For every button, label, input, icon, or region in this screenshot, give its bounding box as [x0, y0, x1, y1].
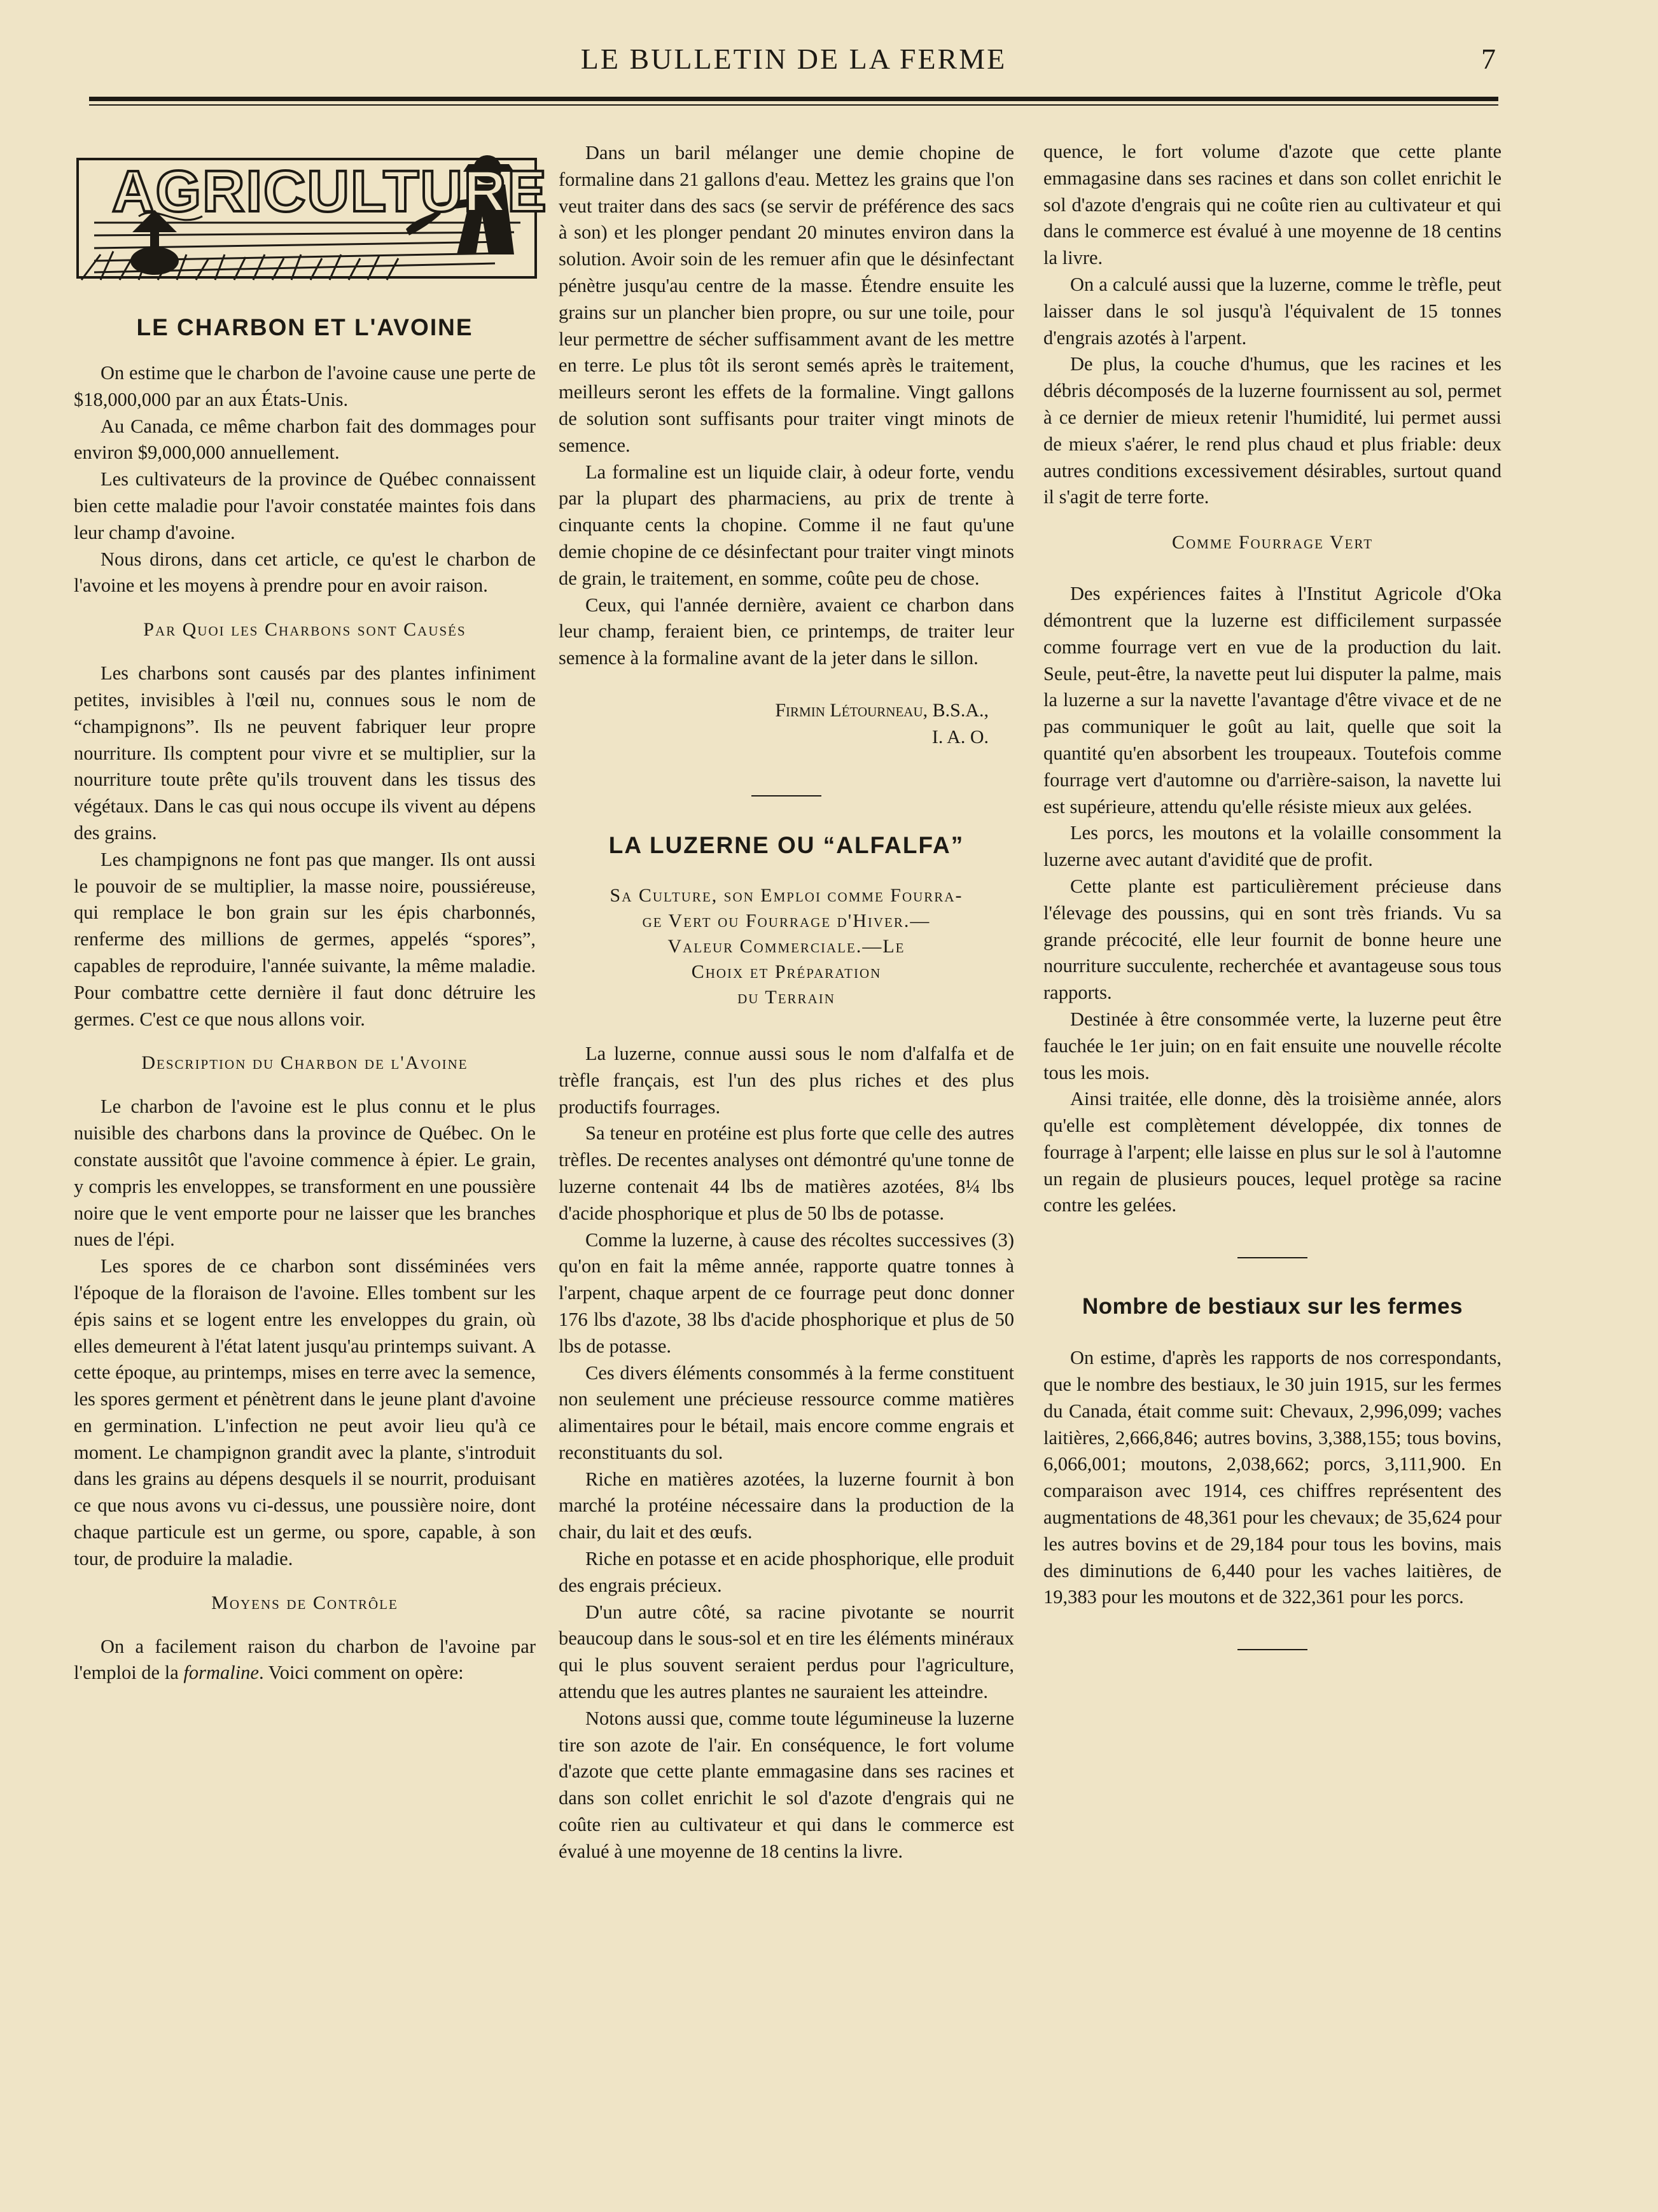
paragraph-continuation: quence, le fort volume d'azote que cette plante emmagasine dans ses racines et dans son collet enrichit le sol d'azote d'engrais qui ne coûte rien au cultivateur et qui dans le commerce est évalué à une moyenne de 18 centins la livre.	[1043, 141, 1501, 269]
paragraph: Au Canada, ce même charbon fait des dommages pour environ $9,000,000 annuellement.	[74, 415, 536, 464]
subheading-causes: Par Quoi les Charbons sont Causés	[143, 619, 466, 641]
paragraph: Cette plante est particulièrement précieuse dans l'élevage des poussins, qui en sont très friands. Vu sa grande précocité, elle leur fournit de bonne heure une nourriture succulente, recherchée et avantageuse sous tous rapports.	[1043, 875, 1501, 1004]
text-run: . Voici comment on opère:	[258, 1662, 464, 1684]
text-run: On a facilement raison du charbon de l'avoine par l'emploi de la	[74, 1635, 536, 1684]
paragraph: Les spores de ce charbon sont disséminées vers l'époque de la floraison de l'avoine. Elles tombent sur les épis sains et se logent entre les enveloppes du grain, où elles demeurent à l'état latent jusqu'au printemps suivant. A cette époque, au printemps, mises en terre avec la semence, les spores germent et pénètrent dans le jeune plant d'avoine en germination. L'infection ne peut avoir lieu qu'à ce moment. Le champignon grandit avec la plante, s'introduit dans les grains au dépens desquels il se nourrit, produisant ce que nous avons vu ci-dessus, une poussière noire, dont chaque particule est un germe, ou spore, capable, à son tour, de produire la maladie.	[74, 1255, 536, 1569]
page-number: 7	[1481, 43, 1496, 75]
emphasis-formaline: formaline	[183, 1662, 259, 1684]
paragraph: Les charbons sont causés par des plantes infiniment petites, invisibles à l'œil nu, connues sous le nom de “champignons”. Ils ne peuvent fabriquer leur propre nourriture. Ils comptent pour vivre et se multiplier, sur la nourriture toute prête qu'ils trouvent dans les tissus des végétaux. Dans le cas qui nous occupe ils vivent au dépens des grains.	[74, 662, 536, 844]
column-2	[559, 140, 1014, 1862]
column-3	[1043, 139, 1501, 1650]
subtitle-line: ge Vert ou Fourrage d'Hiver.—	[642, 910, 931, 931]
paragraph: Les porcs, les moutons et la volaille consomment la luzerne avec autant d'avidité que de profit.	[1043, 822, 1501, 871]
paragraph: Ainsi traitée, elle donne, dès la troisième année, alors qu'elle est complètement développée, dix tonnes de fourrage à l'arpent; elle laisse en plus sur le sol à l'automne un regain de plusieurs pouces, lequel protège sa racine contre les gelées.	[1043, 1088, 1501, 1216]
paragraph: Ces divers éléments consommés à la ferme constituent non seulement une précieuse ressource comme matières alimentaires pour le bétail, mais encore comme engrais et reconstituants du sol.	[559, 1361, 1014, 1463]
paragraph: Dans un baril mélanger une demie chopine de formaline dans 21 gallons d'eau. Mettez les grains que l'on veut traiter dans des sacs (se servir de préférence des sacs à son) et les plonger pendant 20 minutes environ dans la solution. Avoir soin de les remuer afin que le désinfectant pénètre jusqu'au centre de la masse. Étendre ensuite les grains sur un plancher bien propre, ou sur une toile, pour leur permettre de sécher suffisamment avant de les mettre en terre. Le plus tôt ils seront semés après le traitement, meilleurs seront les effets de la formaline. Vingt gallons de solution sont suffisants pour traiter vingt minots de semence.	[559, 142, 1014, 456]
paragraph: Nous dirons, dans cet article, ce qu'est le charbon de l'avoine et les moyens à prendre pour en avoir raison.	[74, 548, 536, 597]
article-title-bestiaux: Nombre de bestiaux sur les fermes	[1082, 1294, 1463, 1319]
subheading-fourrage-vert: Comme Fourrage Vert	[1171, 532, 1374, 553]
paragraph: Destinée à être consommée verte, la luzerne peut être fauchée le 1er juin; on en fait ensuite une nouvelle récolte tous les mois.	[1043, 1008, 1501, 1083]
paragraph-continued: Notons aussi que, comme toute légumineuse la luzerne tire son azote de l'air. En conséquence, le fort volume d'azote que cette plante emmagasine dans ses racines et dans son collet enrichit le sol d'azote d'engrais qui ne coûte rien au cultivateur et qui dans le commerce est évalué à une moyenne de 18 centins la livre.	[559, 1707, 1014, 1862]
paragraph: Ceux, qui l'année dernière, avaient ce charbon dans leur champ, feraient bien, ce printemps, de traiter leur semence à la formaline avant de la jeter dans le sillon.	[559, 594, 1014, 669]
banner-word: AGRICULTURE	[112, 159, 548, 224]
paragraph-formaline	[74, 1634, 536, 1687]
paragraph: D'un autre côté, sa racine pivotante se nourrit beaucoup dans le sous-sol et en tire les éléments minéraux qui le plus souvent seraient perdus pour l'agriculture, attendu que les autres plantes ne sauraient les atteindre.	[559, 1601, 1014, 1703]
paragraph: Comme la luzerne, à cause des récoltes successives (3) qu'on en fait la même année, rapporte quatre tonnes à l'arpent, chaque arpent de ce fourrage peut donc donner 176 lbs d'azote, 38 lbs d'acide phosphorique et plus de 50 lbs de potasse.	[559, 1228, 1014, 1357]
publication-title: LE BULLETIN DE LA FERME	[580, 43, 1007, 75]
page-header	[89, 42, 1498, 83]
subtitle-line: Choix et Préparation	[691, 961, 882, 982]
agriculture-banner-illustration	[75, 127, 548, 291]
paragraph: Riche en matières azotées, la luzerne fournit à bon marché la protéine nécessaire dans la production de la chair, du lait et des œufs.	[559, 1468, 1014, 1543]
section-divider	[1237, 1649, 1307, 1650]
paragraph: Riche en potasse et en acide phosphorique, elle produit des engrais précieux.	[559, 1548, 1014, 1596]
author-credentials: I. A. O.	[931, 726, 989, 748]
subtitle-line: du Terrain	[737, 986, 835, 1008]
agriculture-banner	[75, 127, 548, 291]
paragraph: Les cultivateurs de la province de Québec connaissent bien cette maladie pour l'avoir constatée maintes fois dans leur champ d'avoine.	[74, 468, 536, 543]
author-signature: Firmin Létourneau, B.S.A.,	[775, 699, 989, 721]
paragraph: On a calculé aussi que la luzerne, comme le trèfle, peut laisser dans le sol jusqu'à l'équivalent de 15 tonnes d'engrais azotés à l'arpent.	[1043, 273, 1501, 349]
paragraph: La formaline est un liquide clair, à odeur forte, vendu par la plupart des pharmaciens, au prix de trente à cinquante cents la chopine. Comme il ne faut qu'une demie chopine de ce désinfectant pour traiter vingt minots de grain, le traitement, en somme, coûte peu de chose.	[559, 461, 1014, 589]
paragraph: La luzerne, connue aussi sous le nom d'alfalfa et de trèfle français, est l'un des plus riches et des plus productifs fourrages.	[559, 1042, 1014, 1118]
subheading-description: Description du Charbon de l'Avoine	[141, 1052, 468, 1074]
subheading-controle: Moyens de Contrôle	[211, 1592, 398, 1613]
paragraph: Les champignons ne font pas que manger. Ils ont aussi le pouvoir de se multiplier, la masse noire, poussiéreuse, qui remplace le bon grain sur les épis charbonnés, renferme des millions de germes, appelés “spores”, capables de reproduire, l'année suivante, la même maladie. Pour combattre cette dernière il faut donc détruire les germes. C'est ce que nous allons voir.	[74, 848, 536, 1030]
paragraph: De plus, la couche d'humus, que les racines et les débris décomposés de la luzerne fournissent au sol, permet à ce dernier de mieux retenir l'humidité, lui permet aussi de mieux s'aérer, le rend plus chaud et plus friable: deux autres conditions excessivement désirables, surtout quand il s'agit de terre forte.	[1043, 353, 1501, 508]
subtitle-line: Valeur Commerciale.—Le	[667, 935, 905, 957]
column-1	[74, 127, 548, 1687]
paragraph: Des expériences faites à l'Institut Agricole d'Oka démontrent que la luzerne est difficilement surpassée comme fourrage vert en vue de la production du lait. Seule, peut-être, la navette peut lui disputer la palme, mais la luzerne a sur la navette l'avantage d'être vivace et de ne pas communiquer le goût au lait, quelle que soit la quantité qu'en absorbent les troupeaux. Toutefois comme fourrage vert d'automne ou d'arrière-saison, la navette lui est supérieure, attendu qu'elle résiste mieux aux gelées.	[1043, 583, 1501, 817]
header-rule	[89, 97, 1498, 101]
article-title-charbon: LE CHARBON ET L'AVOINE	[136, 314, 473, 340]
paragraph: Sa teneur en protéine est plus forte que celle des autres trèfles. De recentes analyses ont démontré qu'une tonne de luzerne contenait 44 lbs de matières azotées, 8¼ lbs d'acide phosphorique et plus de 50 lbs de potasse.	[559, 1122, 1014, 1224]
header-rule-thin	[89, 104, 1498, 106]
paragraph: Le charbon de l'avoine est le plus connu et le plus nuisible des charbons dans la province de Québec. On le constate aussitôt que l'avoine commence à épier. Le grain, y compris les enveloppes, se transforment en une poussière noire que le vent emporte pour ne laisser que les branches nues de l'épi.	[74, 1096, 536, 1251]
paragraph: On estime, d'après les rapports de nos correspondants, que le nombre des bestiaux, le 30 juin 1915, sur les fermes du Canada, était comme suit: Chevaux, 2,996,099; vaches laitières, 2,666,846; autres bovins, 3,388,155; tous bovins, 6,066,001; moutons, 2,038,662; porcs, 3,111,900. En comparaison avec 1914, ces chiffres représentent des augmentations de 48,361 pour les chevaux; de 35,624 pour les autres bovins et de 29,184 pour tous les bovins, mais des diminutions de 6,440 pour les vaches laitières, de 19,383 pour les moutons et de 322,361 pour les porcs.	[1043, 1347, 1501, 1608]
subtitle-line: Sa Culture, son Emploi comme Fourra-	[610, 884, 963, 906]
paragraph: On estime que le charbon de l'avoine cause une perte de $18,000,000 par an aux États-Unis.	[74, 362, 536, 410]
article-title-luzerne: LA LUZERNE OU “ALFALFA”	[608, 831, 965, 858]
